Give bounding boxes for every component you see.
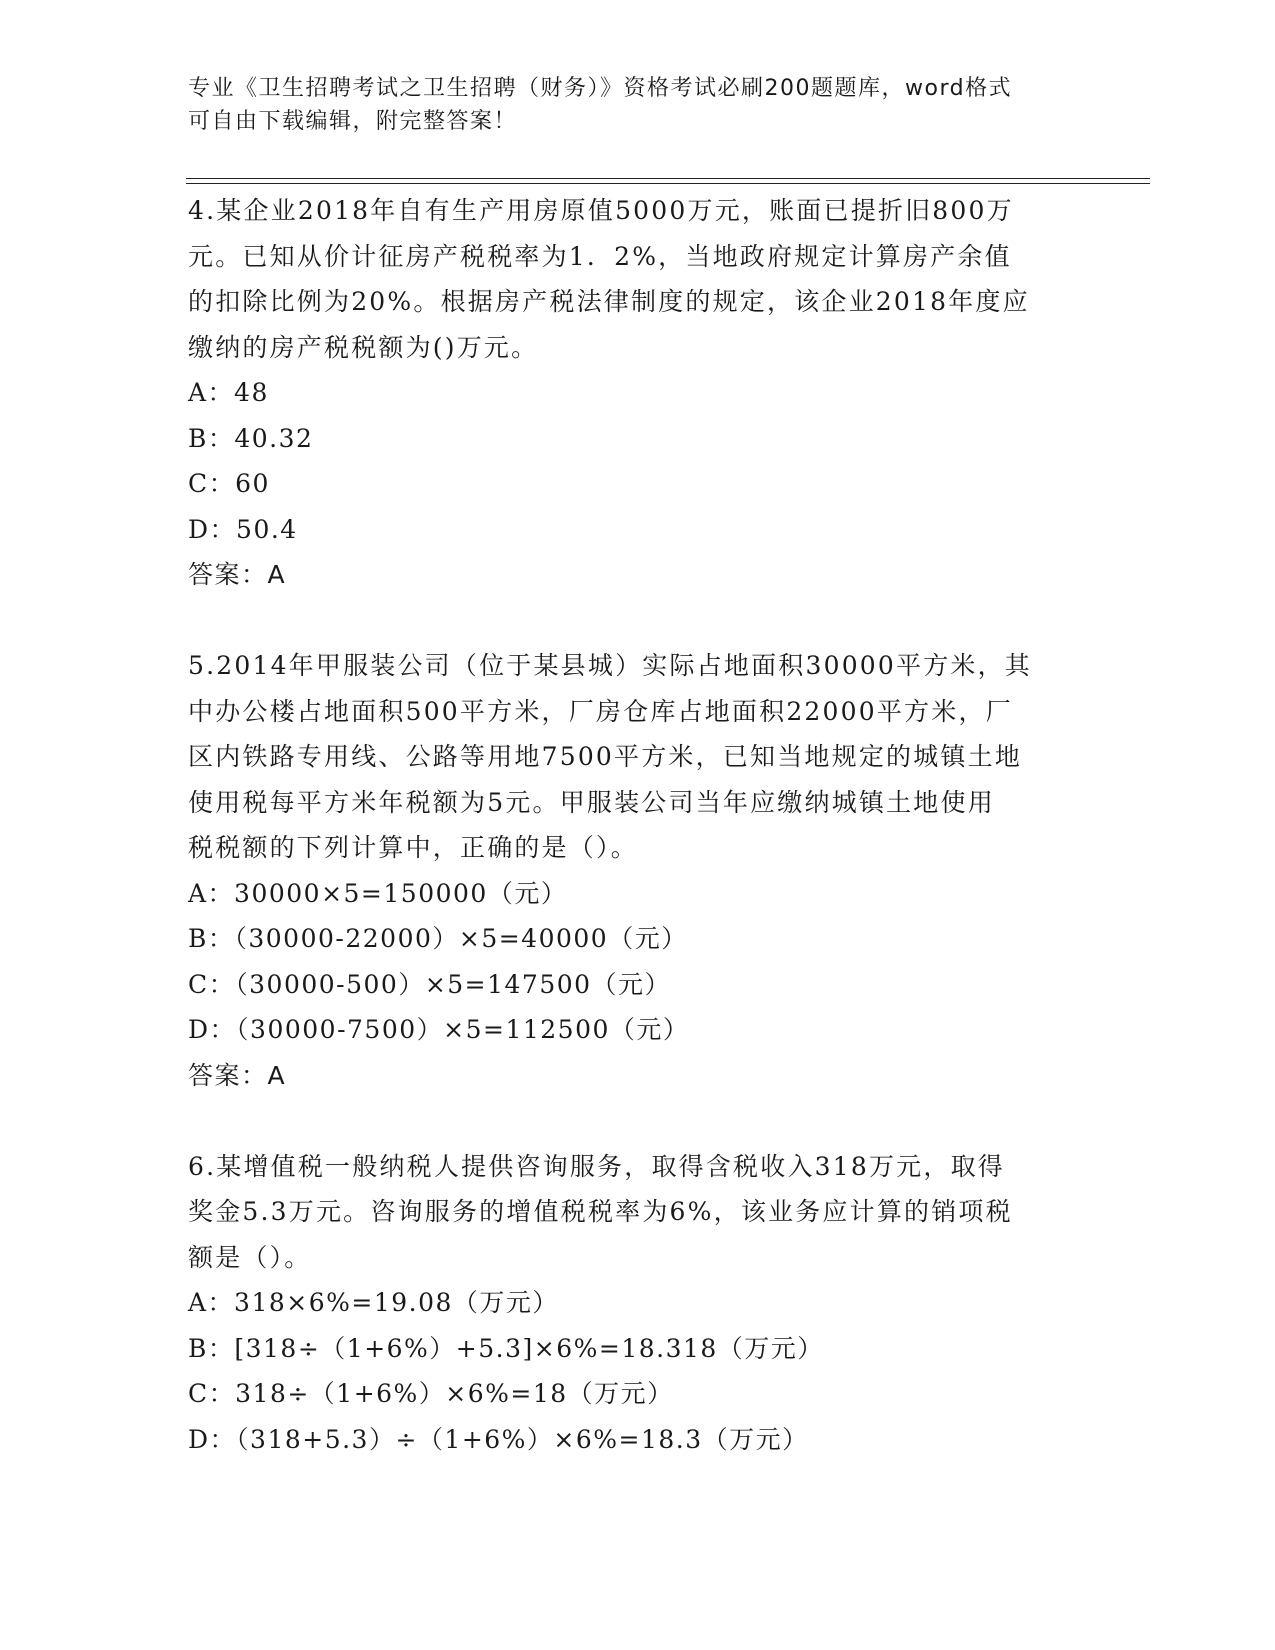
question-4-line: 的扣除比例为20%。根据房产税法律制度的规定，该企业2018年度应	[188, 287, 1030, 316]
question-4-answer: 答案：A	[188, 560, 287, 589]
header-rule-bottom	[186, 183, 1150, 184]
question-6-line: 额是（）。	[188, 1242, 312, 1272]
question-5-line: 使用税每平方米年税额为5元。甲服装公司当年应缴纳城镇土地使用	[188, 787, 995, 817]
header-line-1: 专业《卫生招聘考试之卫生招聘（财务）》资格考试必刷200题题库，word格式	[188, 76, 1013, 101]
question-4-option-c: C：60	[188, 469, 270, 498]
question-4-line: 4.某企业2018年自有生产用房原值5000万元，账面已提折旧800万	[188, 196, 1014, 225]
question-spacer	[188, 1098, 1088, 1144]
question-6-option-c: C：318÷（1+6%）×6%=18（万元）	[188, 1379, 674, 1408]
header-line-2: 可自由下载编辑，附完整答案！	[188, 109, 518, 134]
question-4-line: 元。已知从价计征房产税税率为1．2%，当地政府规定计算房产余值	[188, 241, 1012, 271]
question-4-option-b: B：40.32	[188, 423, 314, 453]
header-rule-top	[186, 178, 1150, 179]
document-header	[188, 72, 1068, 138]
question-4	[188, 188, 1088, 598]
question-6-line: 奖金5.3万元。咨询服务的增值税税率为6%，该业务应计算的销项税	[188, 1197, 1013, 1226]
question-5-line: 税税额的下列计算中，正确的是（）。	[188, 833, 638, 862]
question-5-line: 中办公楼占地面积500平方米，厂房仓库占地面积22000平方米，厂	[188, 696, 1013, 726]
question-5-option-a: A：30000×5=150000（元）	[188, 878, 568, 908]
question-6-option-b: B：[318÷（1+6%）+5.3]×6%=18.318（万元）	[188, 1333, 824, 1363]
question-5-line: 区内铁路专用线、公路等用地7500平方米，已知当地规定的城镇土地	[188, 742, 1023, 771]
question-4-line: 缴纳的房产税税额为()万元。	[188, 332, 539, 362]
question-5-answer: 答案：A	[188, 1060, 287, 1090]
question-4-text	[188, 188, 1088, 370]
question-6-option-a: A：318×6%=19.08（万元）	[188, 1288, 559, 1317]
question-5-option-b: B：（30000-22000）×5=40000（元）	[188, 924, 688, 953]
question-5-option-d: D：（30000-7500）×5=112500（元）	[188, 1015, 690, 1044]
question-6-option-d: D：（318+5.3）÷（1+6%）×6%=18.3（万元）	[188, 1424, 809, 1454]
question-6-text	[188, 1144, 1088, 1281]
question-4-option-d: D：50.4	[188, 514, 298, 544]
question-4-option-a: A：48	[188, 378, 269, 407]
question-5-line: 5.2014年甲服装公司（位于某县城）实际占地面积30000平方米，其	[188, 651, 1033, 680]
question-5-option-c: C：（30000-500）×5=147500（元）	[188, 969, 672, 999]
question-6	[188, 1144, 1088, 1463]
question-spacer	[188, 598, 1088, 644]
question-5-text	[188, 643, 1088, 871]
question-6-line: 6.某增值税一般纳税人提供咨询服务，取得含税收入318万元，取得	[188, 1151, 1005, 1181]
question-list	[188, 188, 1088, 1462]
question-5	[188, 643, 1088, 1098]
